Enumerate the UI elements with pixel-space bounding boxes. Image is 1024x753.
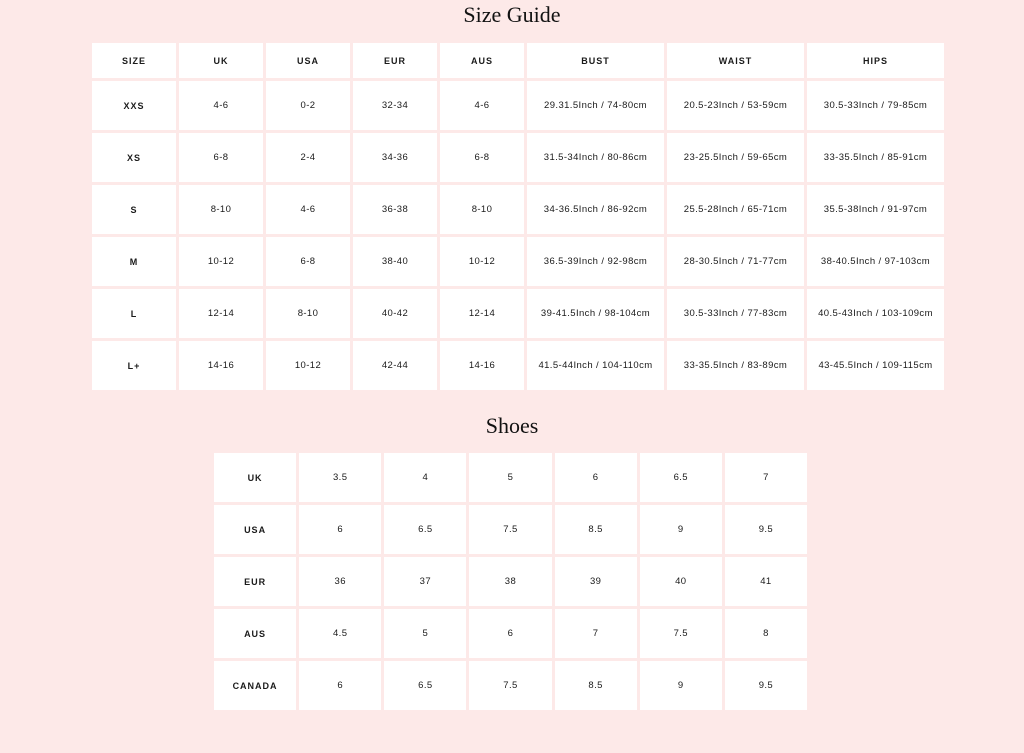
table-cell: 5 bbox=[384, 609, 466, 658]
table-cell: 10-12 bbox=[179, 237, 263, 286]
header-cell: SIZE bbox=[92, 43, 176, 78]
table-cell: 6 bbox=[299, 661, 381, 710]
table-cell: 8-10 bbox=[440, 185, 524, 234]
header-cell: BUST bbox=[527, 43, 664, 78]
table-cell: 41 bbox=[725, 557, 807, 606]
size-label-cell: S bbox=[92, 185, 176, 234]
table-cell: 10-12 bbox=[266, 341, 350, 390]
table-cell: 40.5-43Inch / 103-109cm bbox=[807, 289, 944, 338]
table-cell: 8.5 bbox=[555, 505, 637, 554]
table-cell: 34-36.5Inch / 86-92cm bbox=[527, 185, 664, 234]
table-cell: 14-16 bbox=[179, 341, 263, 390]
table-cell: 35.5-38Inch / 91-97cm bbox=[807, 185, 944, 234]
table-cell: 39 bbox=[555, 557, 637, 606]
table-cell: 10-12 bbox=[440, 237, 524, 286]
table-row bbox=[92, 289, 944, 338]
table-cell: 4-6 bbox=[440, 81, 524, 130]
header-cell: WAIST bbox=[667, 43, 804, 78]
table-row bbox=[92, 81, 944, 130]
region-label-cell: AUS bbox=[214, 609, 296, 658]
region-label-cell: CANADA bbox=[214, 661, 296, 710]
table-cell: 38 bbox=[469, 557, 551, 606]
table-cell: 6-8 bbox=[179, 133, 263, 182]
region-label-cell: UK bbox=[214, 453, 296, 502]
table-cell: 4.5 bbox=[299, 609, 381, 658]
table-cell: 29.31.5Inch / 74-80cm bbox=[527, 81, 664, 130]
table-cell: 34-36 bbox=[353, 133, 437, 182]
table-cell: 36-38 bbox=[353, 185, 437, 234]
table-cell: 2-4 bbox=[266, 133, 350, 182]
table-cell: 9.5 bbox=[725, 661, 807, 710]
header-cell: EUR bbox=[353, 43, 437, 78]
table-cell: 9 bbox=[640, 661, 722, 710]
header-cell: UK bbox=[179, 43, 263, 78]
table-cell: 6 bbox=[469, 609, 551, 658]
table-row bbox=[214, 661, 807, 710]
shoes-size-table bbox=[211, 450, 810, 713]
table-cell: 30.5-33Inch / 79-85cm bbox=[807, 81, 944, 130]
table-cell: 7.5 bbox=[640, 609, 722, 658]
size-guide-table bbox=[89, 40, 947, 393]
table-cell: 40 bbox=[640, 557, 722, 606]
table-row bbox=[214, 609, 807, 658]
table-cell: 6 bbox=[555, 453, 637, 502]
table-cell: 32-34 bbox=[353, 81, 437, 130]
table-row bbox=[214, 557, 807, 606]
table-cell: 6.5 bbox=[384, 505, 466, 554]
table-cell: 30.5-33Inch / 77-83cm bbox=[667, 289, 804, 338]
table-cell: 6.5 bbox=[640, 453, 722, 502]
size-guide-header-row bbox=[92, 43, 944, 78]
size-label-cell: XS bbox=[92, 133, 176, 182]
size-guide-title: Size Guide bbox=[463, 2, 561, 27]
table-cell: 0-2 bbox=[266, 81, 350, 130]
table-cell: 39-41.5Inch / 98-104cm bbox=[527, 289, 664, 338]
table-cell: 5 bbox=[469, 453, 551, 502]
table-cell: 23-25.5Inch / 59-65cm bbox=[667, 133, 804, 182]
table-cell: 36.5-39Inch / 92-98cm bbox=[527, 237, 664, 286]
header-cell: AUS bbox=[440, 43, 524, 78]
table-cell: 6-8 bbox=[440, 133, 524, 182]
region-label-cell: USA bbox=[214, 505, 296, 554]
table-cell: 6-8 bbox=[266, 237, 350, 286]
table-cell: 8.5 bbox=[555, 661, 637, 710]
table-cell: 6 bbox=[299, 505, 381, 554]
table-cell: 41.5-44Inch / 104-110cm bbox=[527, 341, 664, 390]
table-cell: 43-45.5Inch / 109-115cm bbox=[807, 341, 944, 390]
table-cell: 7.5 bbox=[469, 661, 551, 710]
table-cell: 4 bbox=[384, 453, 466, 502]
table-cell: 33-35.5Inch / 83-89cm bbox=[667, 341, 804, 390]
table-cell: 20.5-23Inch / 53-59cm bbox=[667, 81, 804, 130]
size-label-cell: L bbox=[92, 289, 176, 338]
table-cell: 9.5 bbox=[725, 505, 807, 554]
table-row bbox=[214, 505, 807, 554]
size-label-cell: M bbox=[92, 237, 176, 286]
table-cell: 4-6 bbox=[266, 185, 350, 234]
table-cell: 14-16 bbox=[440, 341, 524, 390]
table-cell: 4-6 bbox=[179, 81, 263, 130]
table-cell: 31.5-34Inch / 80-86cm bbox=[527, 133, 664, 182]
header-cell: HIPS bbox=[807, 43, 944, 78]
table-cell: 33-35.5Inch / 85-91cm bbox=[807, 133, 944, 182]
size-label-cell: L+ bbox=[92, 341, 176, 390]
header-cell: USA bbox=[266, 43, 350, 78]
table-cell: 7.5 bbox=[469, 505, 551, 554]
table-cell: 12-14 bbox=[440, 289, 524, 338]
table-cell: 8-10 bbox=[266, 289, 350, 338]
table-cell: 28-30.5Inch / 71-77cm bbox=[667, 237, 804, 286]
table-cell: 38-40.5Inch / 97-103cm bbox=[807, 237, 944, 286]
table-cell: 37 bbox=[384, 557, 466, 606]
table-cell: 36 bbox=[299, 557, 381, 606]
table-cell: 38-40 bbox=[353, 237, 437, 286]
table-cell: 8-10 bbox=[179, 185, 263, 234]
table-cell: 7 bbox=[725, 453, 807, 502]
table-cell: 12-14 bbox=[179, 289, 263, 338]
table-row bbox=[92, 341, 944, 390]
table-cell: 40-42 bbox=[353, 289, 437, 338]
table-cell: 9 bbox=[640, 505, 722, 554]
table-cell: 7 bbox=[555, 609, 637, 658]
table-cell: 6.5 bbox=[384, 661, 466, 710]
shoes-title: Shoes bbox=[485, 413, 539, 438]
table-cell: 42-44 bbox=[353, 341, 437, 390]
table-cell: 25.5-28Inch / 65-71cm bbox=[667, 185, 804, 234]
table-row bbox=[92, 133, 944, 182]
table-row bbox=[92, 237, 944, 286]
table-row bbox=[92, 185, 944, 234]
size-label-cell: XXS bbox=[92, 81, 176, 130]
region-label-cell: EUR bbox=[214, 557, 296, 606]
table-row bbox=[214, 453, 807, 502]
table-cell: 8 bbox=[725, 609, 807, 658]
table-cell: 3.5 bbox=[299, 453, 381, 502]
